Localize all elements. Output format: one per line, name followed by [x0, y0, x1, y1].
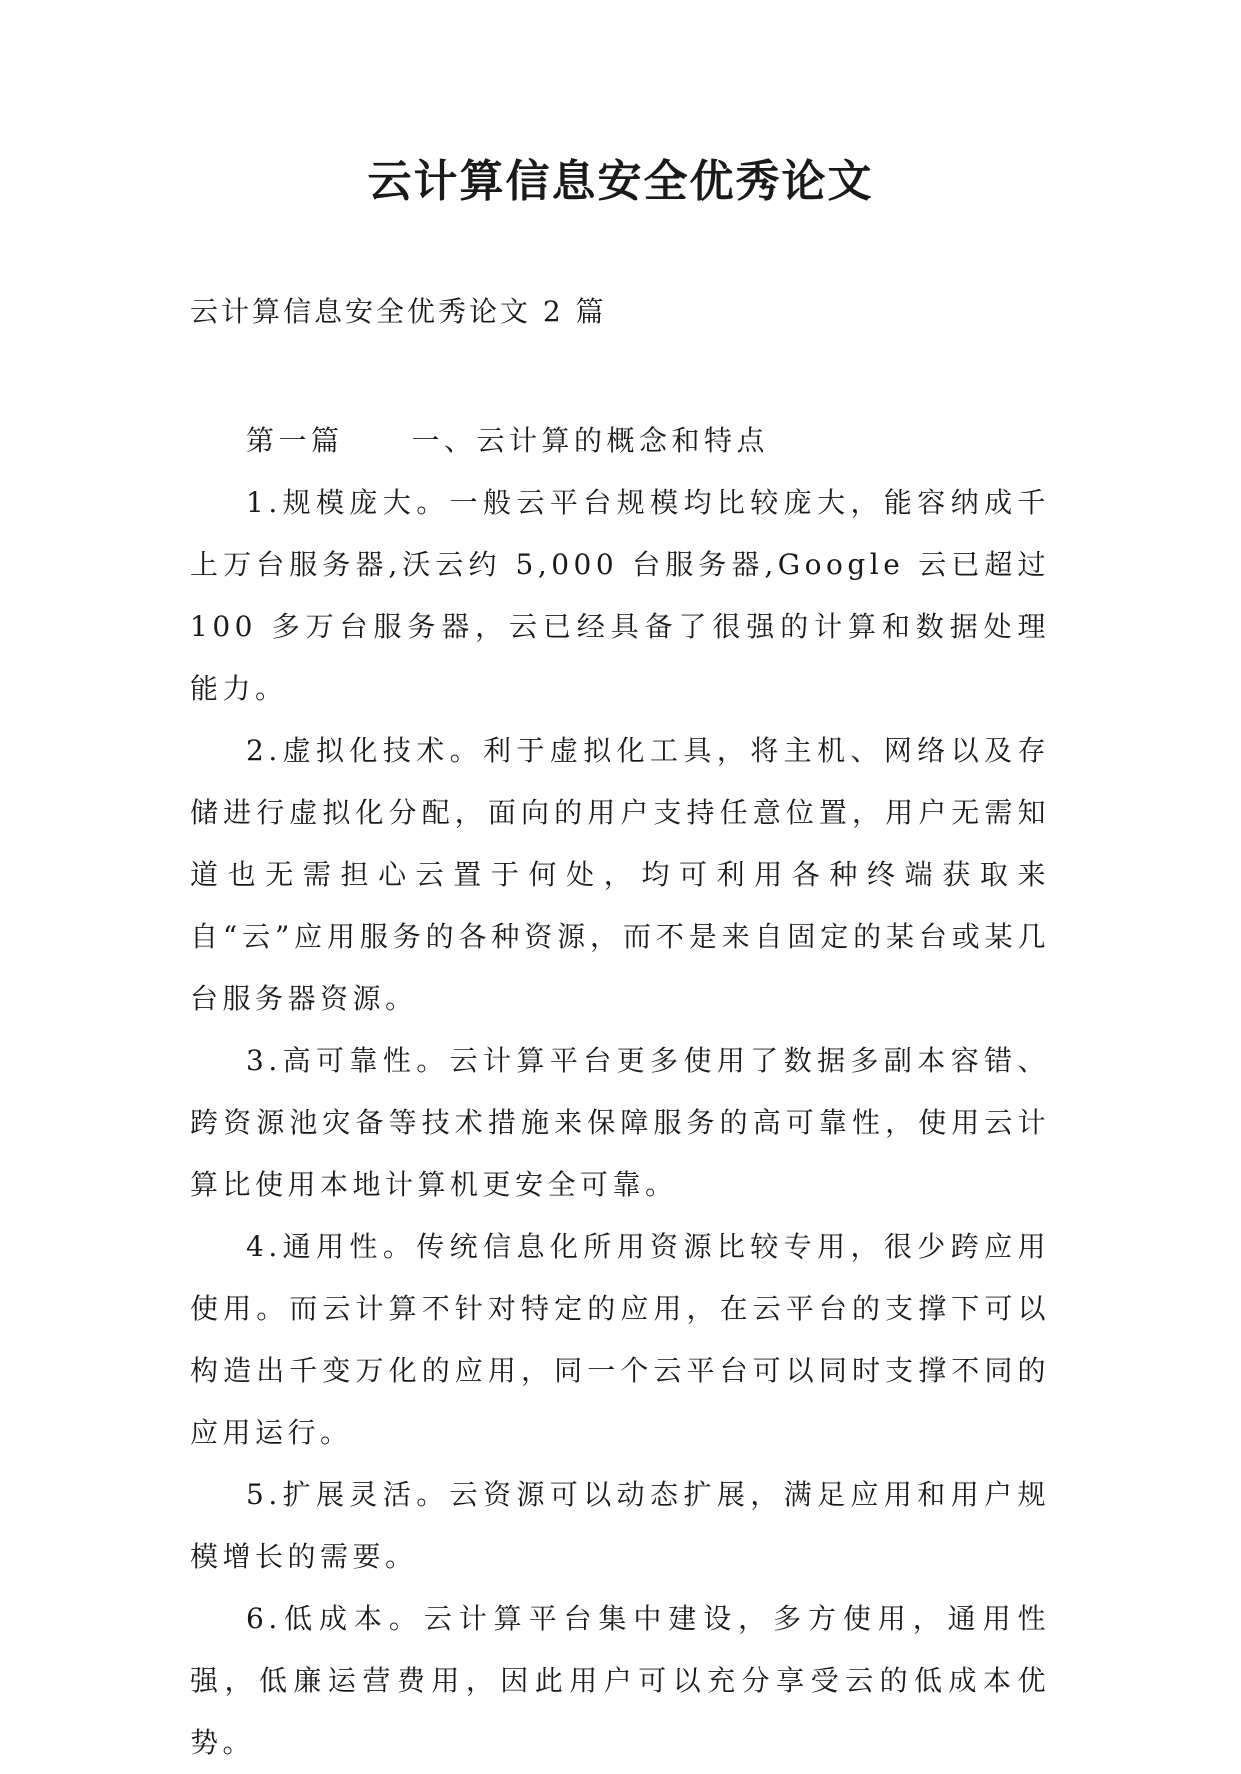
- paragraph-scale: 1.规模庞大。一般云平台规模均比较庞大，能容纳成千上万台服务器,沃云约 5,000 台服务器,Google 云已超过 100 多万台服务器，云已经具备了很强的计算和数据处理能力。: [190, 486, 1050, 705]
- paragraph-reliability: 3.高可靠性。云计算平台更多使用了数据多副本容错、跨资源池灾备等技术措施来保障服务的高可靠性，使用云计算比使用本地计算机更安全可靠。: [190, 1044, 1050, 1201]
- section-heading-line: [190, 410, 1050, 472]
- paragraph-scalability: 5.扩展灵活。云资源可以动态扩展，满足应用和用户规模增长的需要。: [190, 1478, 1050, 1573]
- paragraph-virtualization: 2.虚拟化技术。利于虚拟化工具，将主机、网络以及存储进行虚拟化分配，面向的用户支持任意位置，用户无需知道也无需担心云置于何处，均可利用各种终端获取来自“云”应用服务的各种资源，而不是来自固定的某台或某几台服务器资源。: [190, 734, 1050, 1015]
- paragraph-generality: 4.通用性。传统信息化所用资源比较专用，很少跨应用使用。而云计算不针对特定的应用，在云平台的支撑下可以构造出千变万化的应用，同一个云平台可以同时支撑不同的应用运行。: [190, 1230, 1050, 1449]
- document-title: 云计算信息安全优秀论文: [367, 156, 874, 207]
- document-subtitle: 云计算信息安全优秀论文 2 篇: [190, 295, 607, 328]
- section-heading: 一、云计算的概念和特点: [411, 424, 770, 457]
- document-body: [190, 410, 1050, 1774]
- section-label: 第一篇: [246, 424, 344, 457]
- paragraph-low-cost: 6.低成本。云计算平台集中建设，多方使用，通用性强，低廉运营费用，因此用户可以充分享受云的低成本优势。: [190, 1602, 1050, 1759]
